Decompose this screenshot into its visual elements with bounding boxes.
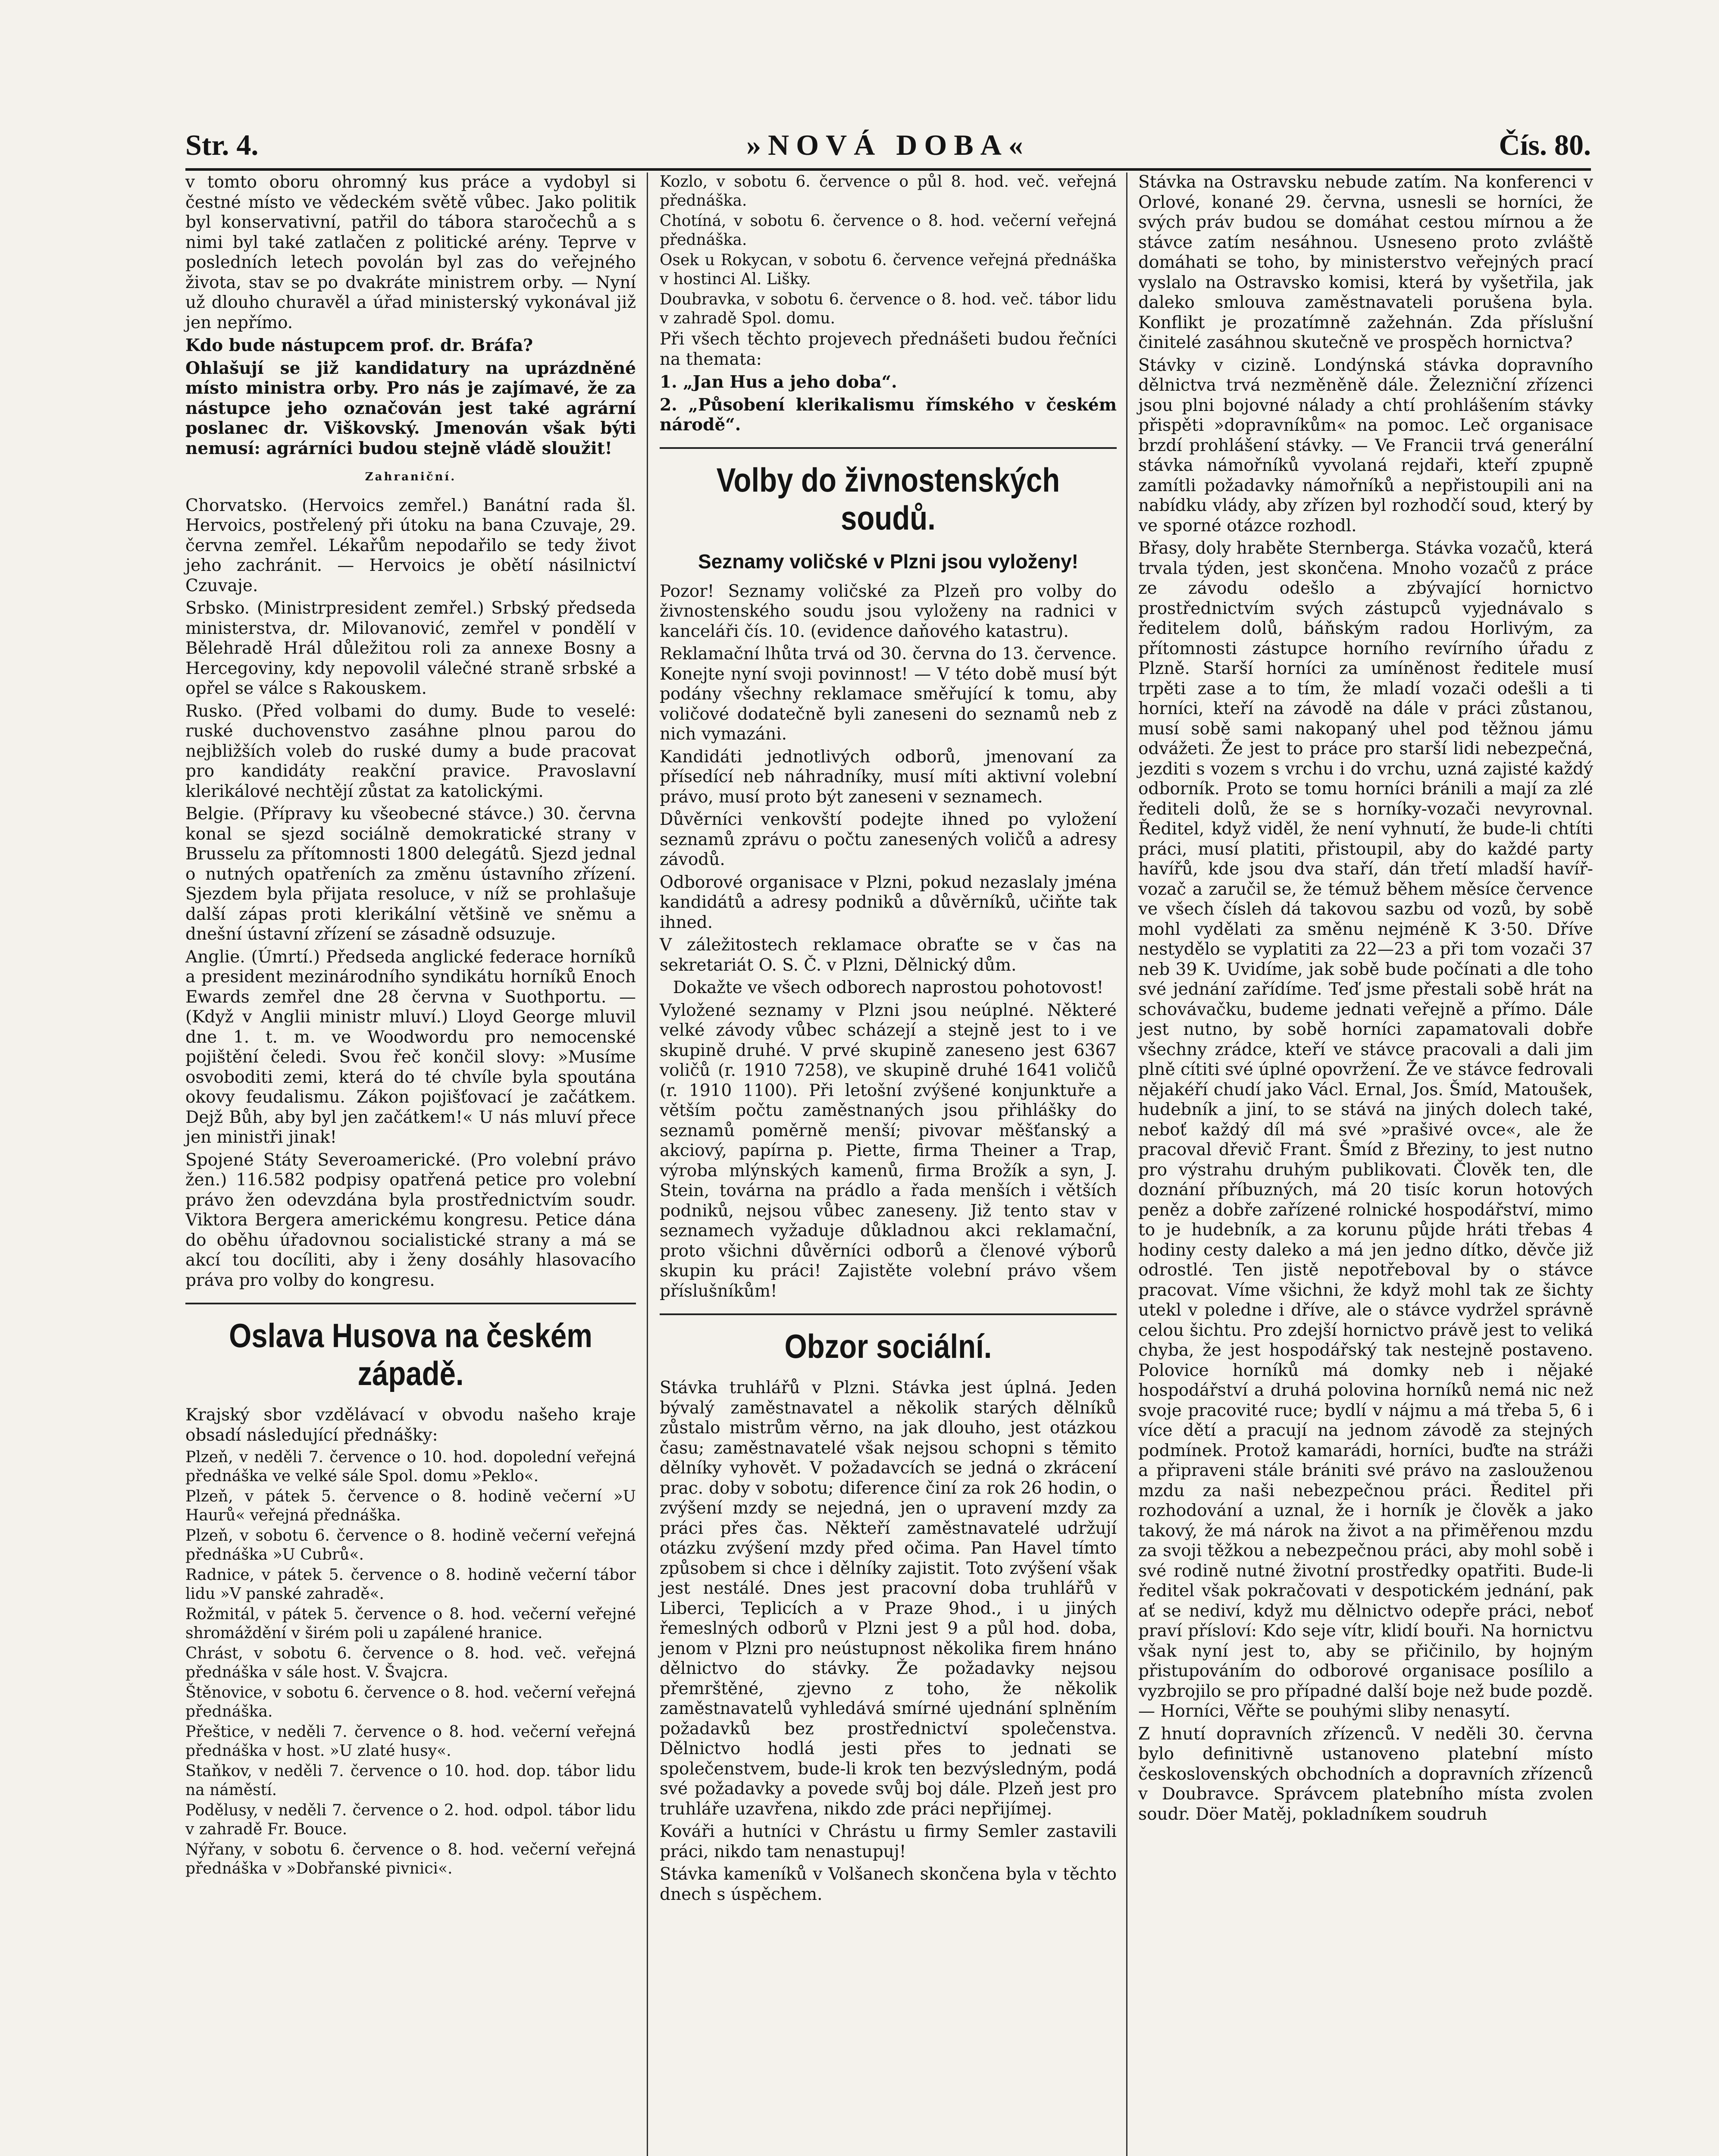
article-text: Kováři a hutníci v Chrástu u firmy Semler zastavili práci, nikdo tam nenastupuj!	[660, 1822, 1117, 1861]
section-headline-volby: Volby do živnostenských soudů.	[716, 461, 1060, 537]
section-headline-hus: Oslava Husova na českém západě.	[229, 1316, 592, 1392]
list-item: Doubravka, v sobotu 6. července o 8. hod. več. tábor lidu v zahradě Spol. domu.	[660, 291, 1117, 327]
list-item: Nýřany, v sobotu 6. července o 8. hod. večerní veřejná přednáška v »Dobřanské pivnici«.	[185, 1841, 636, 1877]
lecture-list	[185, 1448, 636, 1878]
list-item: Chotíná, v sobotu 6. července o 8. hod. večerní veřejná přednáška.	[660, 212, 1117, 249]
article-text: Vyložené seznamy v Plzni jsou neúplné. Některé velké závody vůbec scházejí a stejně jest to i ve skupině druhé. V prvé skupině zaneseno jest 6367 voličů (r. 1910 7258), ve skupině druhé 1641 voličů (r. 1910 1100). Při letošní zvýšené konjunktuře a větším počtu zaměstnaných jsou přihlášky do seznamů poměrně menší; pivovar měšťanský a akciový, papírna p. Piette, firma Theiner a Trap, výroba mlýnských kamenů, firma Brožík a syn, J. Stein, továrna na prádlo a řada menších i větších podniků, nejsou vůbec zaneseny. Již tento stav v seznamech vyžaduje důkladnou akci reklamační, proto všichni důvěrníci odborů a členové výborů skupin ku práci! Zajistěte volební právo všem příslušníkům!	[660, 1000, 1117, 1301]
column-1	[185, 172, 636, 1880]
list-item: Osek u Rokycan, v sobotu 6. července veřejná přednáška v hostinci Al. Lišky.	[660, 251, 1117, 288]
theme-item: 2. „Působení klerikalismu římského v českém národě“.	[660, 395, 1117, 435]
article-text: Kandidáti jednotlivých odborů, jmenovaní za přísedící neb náhradníky, musí míti aktivní volební právo, musí proto být zaneseni v seznamech.	[660, 747, 1117, 807]
list-item: Plzeň, v neděli 7. července o 10. hod. dopolední veřejná přednáška ve velké sále Spol. domu »Peklo«.	[185, 1448, 636, 1485]
column-2	[660, 172, 1117, 1907]
lecture-list-continued	[660, 172, 1117, 328]
article-text: Z hnutí dopravních zřízenců. V neděli 30. června bylo definitivně ustanoveno platební místo československých obchodních a dopravních zřízenců v Doubravce. Správcem platebního místa zvolen soudr. Döer Matěj, pokladníkem soudruh	[1138, 1724, 1593, 1824]
list-item: Plzeň, v sobotu 6. července o 8. hodině večerní veřejná přednáška »U Cubrů«.	[185, 1527, 636, 1564]
article-text: Pozor! Seznamy voličské za Plzeň pro volby do živnostenského soudu jsou vyloženy na radnici v kanceláři čís. 10. (evidence daňového katastru).	[660, 581, 1117, 641]
article-text: Anglie. (Úmrtí.) Předseda anglické federace horníků a president mezinárodního syndikátu horníků Enoch Ewards zemřel dne 28 června v Suothportu. — (Když v Anglii ministr mluví.) Lloyd George mluvil dne 1. t. m. ve Woodwordu pro nemocenské pojištění čeledi. Svou řeč končil slovy: »Musíme osvoboditi zemi, která do té chvíle byla spoutána okovy feudalismu. Zákon pojišťovací je začátkem. Dejž Bůh, aby byl jen začátkem!« U nás mluví přece jen ministři jinak!	[185, 947, 636, 1147]
article-text: Rusko. (Před volbami do dumy. Bude to veselé: ruské duchovenstvo zasáhne plnou parou do nejbližších voleb do ruské dumy a bude pracovat pro kandidáty reakční pravice. Pravoslavní klerikálové nechtějí zůstat za katolickými.	[185, 701, 636, 801]
article-headline: Kdo bude nástupcem prof. dr. Bráfa?	[185, 335, 533, 355]
section-rule	[660, 1313, 1117, 1315]
column-divider-1	[647, 172, 648, 2156]
article-text: Belgie. (Přípravy ku všeobecné stávce.) 30. června konal se sjezd sociálně demokratické strany v Brusselu za přítomnosti 1800 delegátů. Sjezd jednal o nutných opatřeních za změnu ústavního zřízení. Sjezdem byla přijata resoluce, v níž se prohlašuje další zápas proti klerikální většině ve sněmu a dnešní ústavní zřízení se zásadně odsuzuje.	[185, 804, 636, 944]
section-subheadline: Seznamy voličské v Plzni jsou vyloženy!	[698, 550, 1079, 573]
article-text: Spojené Státy Severoamerické. (Pro volební právo žen.) 116.582 podpisy opatřená petice pro volební právo žen odevzdána byla prostřednictvím soudr. Viktora Bergera americkému kongresu. Petice dána do oběhu úřadovnou socialistické strany a má se akcí tou docíliti, aby i ženy dosáhly hlasovacího práva pro volby do kongresu.	[185, 1150, 636, 1290]
section-heading-foreign: Zahraniční.	[365, 470, 457, 483]
list-item: Štěnovice, v sobotu 6. července o 8. hod. večerní veřejná přednáška.	[185, 1684, 636, 1720]
article-text: V záležitostech reklamace obraťte se v čas na sekretariát O. S. Č. v Plzni, Dělnický dům.	[660, 935, 1117, 975]
issue-number: Čís. 80.	[1499, 128, 1591, 161]
article-text: Stávka truhlářů v Plzni. Stávka jest úplná. Jeden bývalý zaměstnavatel a několik starých dělníků zůstalo mistrům věrno, na jak dlouho, jest otázkou času; zaměstnavatelé však nejsou schopni s těmito dělníky vyhovět. V požadavcích se jedná o zkrácení prac. doby v sobotu; diference činí za rok 26 hodin, o zvýšení mzdy se nejedná, jen o upravení mzdy za práci přes čas. Někteří zaměstnavatelé udržují otázku zvýšení mzdy před očima. Pan Havel tímto způsobem si chce i dělníky zajistit. Toto zvýšení však jest nestálé. Dnes jest pracovní doba truhlářů v Liberci, Teplicích a v Praze 9hod., i u jiných řemeslných odborů v Plzni jest 9 a půl hod. doba, jenom v Plzni pro neústupnost několika firem hnáno dělnictvo do stávky. Že požadavky nejsou přemrštěné, zjevno z toho, že několik zaměstnavatelů vyhledává smírné ujednání splněním požadavků bez prostřednictví společenstva. Dělnictvo hodlá jesti přes to jednati se společenstvem, bude-li krok ten bezvýsledným, podá své požadavky a povede svůj boj dále. Plzeň jest pro truhláře uzavřena, nikdo zde práci nepřijímej.	[660, 1378, 1117, 1819]
section-rule	[185, 1303, 636, 1304]
list-item: Rožmitál, v pátek 5. července o 8. hod. večerní veřejné shromáždění v širém poli u zapálené hranice.	[185, 1605, 636, 1642]
article-text: Stávky v cizině. Londýnská stávka dopravního dělnictva trvá nezměněně dále. Železniční zřízenci jsou plni bojovné nálady a chtí prohlášením stávky přispěti »dopravníkům« na pomoc. Leč organisace brzdí prohlášení stávky. — Ve Francii trvá generální stávka námořníků vyvolaná rejdaři, kteří zpupně zamítli požadavky námořníků a nepřistoupili ani na nabídku vlády, aby zřízen byl rozhodčí soud, který by ve sporné otázce rozhodl.	[1138, 355, 1593, 536]
list-item: Kozlo, v sobotu 6. července o půl 8. hod. več. veřejná přednáška.	[660, 173, 1117, 210]
article-text: Ohlašují se již kandidatury na uprázdněné místo ministra orby. Pro nás je zajímavé, že za nástupce jeho označován jest také agrární poslanec dr. Viškovský. Jmenován však býti nemusí: agrárníci budou stejně vládě sloužit!	[185, 358, 636, 458]
article-text: Při všech těchto projevech přednášeti budou řečníci na themata:	[660, 329, 1117, 369]
list-item: Staňkov, v neděli 7. července o 10. hod. dop. tábor lidu na náměstí.	[185, 1762, 636, 1799]
column-divider-2	[1126, 172, 1127, 2156]
column-3	[1138, 172, 1593, 1827]
article-text: Stávka na Ostravsku nebude zatím. Na konferenci v Orlové, konané 29. června, usnesli se horníci, že svých práv budou se domáhat cestou mírnou a že stávce zatím nesáhnou. Usneseno proto zvláště domáhati se toho, by ministerstvo veřejných prací vyslalo na Ostravsko komisi, která by vyšetřila, jak daleko smlouva zaměstnavateli porušena byla. Konflikt je prozatímně zažehnán. Zda příslušní činitelé zasáhnou skutečně ve prospěch hornictva?	[1138, 172, 1593, 352]
article-text: Chorvatsko. (Hervoics zemřel.) Banátní rada šl. Hervoics, postřelený při útoku na bana Czuvaje, 29. června zemřel. Lékařům nepodařilo se tedy život jeho zachránit. — Hervoics je obětí násilnictví Czuvaje.	[185, 495, 636, 595]
theme-item: 1. „Jan Hus a jeho doba“.	[660, 372, 897, 392]
article-text: Krajský sbor vzdělávací v obvodu našeho kraje obsadí následující přednášky:	[185, 1405, 636, 1445]
article-text: v tomto oboru ohromný kus práce a vydobyl si čestné místo ve vědeckém světě vůbec. Jako politik byl konservativní, patřil do tábora staročechů a s nimi byl také zatlačen z politické arény. Teprve v posledních letech povolán byl zas do veřejného života, stav se po dvakráte ministrem orby. — Nyní už dlouho churavěl a úřad ministerský vykonával již jen nepřímo.	[185, 172, 636, 332]
article-text: Odborové organisace v Plzni, pokud nezaslaly jména kandidátů a adresy podniků a důvěrníků, učiňte tak ihned.	[660, 872, 1117, 932]
article-text: Břasy, doly hraběte Sternberga. Stávka vozačů, která trvala týden, jest skončena. Mnoho vozačů z práce ze závodu odešlo a zbývající hornictvo prostřednictvím svých zástupců vyjednávalo s ředitelem dolů, báňským radou Horlivým, za přítomnosti zástupce horního revírního úřadu z Plzně. Starší horníci za umíněnost ředitele musí trpěti zase a to tím, že mladí vozači odešli a ti horníci, kteří na závodě na dále v práci zůstanou, musí sobě sami nakopaný uhel pod těžnou jámu odvážeti. Že jest to práce pro starší lidi nebezpečná, jezditi s vozem s vrchu i do vrchu, uzná zajisté každý odborník. Proto se tomu horníci bránili a mají za zlé řediteli dolů, že se s horníky-vozači nevyrovnal. Ředitel, když viděl, že není vyhnutí, že bude-li chtíti práci, musí platiti, přistoupil, aby do každé party havířů, kde jsou dva staří, dán třetí mladší havíř-vozač a zaručil se, že témuž během měsíce července ve všech čísleh dá takovou sazbu od vozů, by sobě mohl vydělati za směnu nejméně K 3·50. Dříve nestydělo se vyplatiti za 22—23 a při tom vozači 37 neb 39 K. Uvidíme, jak sobě bude počínati a dle toho své jednání zařídíme. Teď jsme přestali sobě hrát na schovávačku, budeme jednati veřejně a přímo. Dále jest nutno, by sobě horníci zapamatovali dobře všechny zrádce, kteří ve stávce pracovali a dali jim plně cítiti své úplné opovržení. Že ve stávce fedrovali nějakéří chudí jako Václ. Ernal, Jos. Šmíd, Matoušek, hudebník a jiní, to se stává na jiných dolech také, neboť každý díl má své »prašivé ovce«, ale že pracoval dřevič Frant. Šmíd z Březiny, to jest nutno pro výstrahu druhým publikovati. Člověk ten, dle doznání příbuzných, má 20 tisíc korun hotových peněz a dobře zařízené rolnické hospodářství, mimo to je hudebník, a za korunu půjde hráti třebas 4 hodiny cesty daleko a má jen jedno dítko, děvče již odrostlé. Ten jistě nepotřeboval by o stávce pracovat. Víme všichni, že když mohl tak ze šichty utekl v poledne i dříve, ale o stávce vydržel správně celou šichtu. Pro zdejší hornictvo právě jest to veliká chyba, že jest hospodářský tak nestejně postaveno. Polovice horníků má domky neb i nějaké hospodářství a druhá polovina horníků nemá nic než svoje pracovité ruce; bydlí v nájmu a má třeba 5, 6 i více dětí a pracují na jednom závodě za stejných podmínek. Protož kamarádi, horníci, buďte na stráži a připraveni stále brániti své právo na zaslouženou mzdu za naši nebezpečnou práci. Ředitel při rozhodování a uznal, že i horník je člověk a jako takový, že má nárok na život a na přiměřenou mzdu za svoji těžkou a nebezpečnou práci, aby mohl sobě i své rodině nutné životní prostředky opatřiti. Bude-li ředitel však pokračovati v despotickém jednání, pak ať se nediví, když mu dělnictvo odepře práci, neboť praví přísloví: Kdo seje vítr, klidí bouři. Na hornictvu však nyní jest to, aby se přičinilo, by hojným přistupováním do odborové organisace posílilo a vyzbrojilo se pro případné další boje než bude pozdě. — Horníci, Věřte se pouhými sliby nenasytí.	[1138, 539, 1593, 1721]
section-headline-obzor: Obzor sociální.	[784, 1327, 992, 1365]
list-item: Chrást, v sobotu 6. července o 8. hod. več. veřejná přednáška v sále host. V. Švajcra.	[185, 1645, 636, 1681]
list-item: Přeštice, v neděli 7. července o 8. hod. večerní veřejná přednáška v host. »U zlaté husy«.	[185, 1723, 636, 1760]
article-text: Reklamační lhůta trvá od 30. června do 13. července. Konejte nyní svoji povinnost! — V této době musí být podány všechny reklamace směřující k tomu, aby voličové dodatečně byli zaneseni do seznamů neb z nich vymazáni.	[660, 644, 1117, 744]
article-text: Důvěrníci venkovští podejte ihned po vyložení seznamů zprávu o počtu zanesených voličů a adresy závodů.	[660, 810, 1117, 869]
list-item: Podělusy, v neděli 7. července o 2. hod. odpol. tábor lidu v zahradě Fr. Bouce.	[185, 1802, 636, 1838]
article-text: Stávka kameníků v Volšanech skončena byla v těchto dnech s úspěchem.	[660, 1865, 1117, 1904]
list-item: Radnice, v pátek 5. července o 8. hodině večerní tábor lidu »V panské zahradě«.	[185, 1566, 636, 1603]
article-text: Srbsko. (Ministrpresident zemřel.) Srbský předseda ministerstva, dr. Milovanović, zemřel v pondělí v Bělehradě Hrál důležitou roli za annexe Bosny a Hercegoviny, kdy nepovolil válečné straně srbské a opřel se válce s Rakouskem.	[185, 599, 636, 698]
newspaper-title: »NOVÁ DOBA«	[746, 128, 1030, 161]
section-rule	[660, 447, 1117, 449]
page-header	[185, 116, 1591, 171]
list-item: Plzeň, v pátek 5. července o 8. hodině večerní »U Haurů« veřejná přednáška.	[185, 1488, 636, 1524]
article-text: Dokažte ve všech odborech naprostou pohotovost!	[673, 978, 1104, 997]
page-number: Str. 4.	[185, 128, 259, 161]
